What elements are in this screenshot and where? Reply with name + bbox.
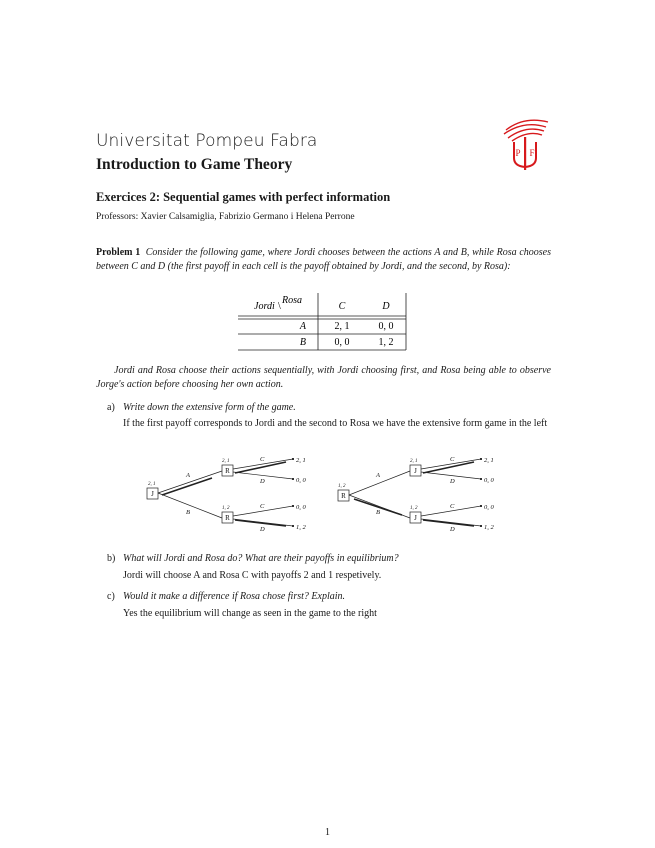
tree-right (338, 456, 495, 533)
item-c-label: c) (107, 591, 115, 602)
tree-left-payoff-3: 0, 0 (296, 504, 306, 511)
matrix-row-b: B (299, 337, 306, 348)
tree-left-upper-action-d: D (260, 478, 265, 485)
matrix-row-a: A (299, 321, 306, 332)
tree-left-lower-value: 1, 2 (222, 506, 230, 511)
matrix-cell-a-d: 0, 0 (378, 321, 394, 332)
tree-left-root: J (151, 490, 154, 498)
matrix-col-d: D (382, 301, 390, 312)
matrix-cell-a-c: 2, 1 (334, 321, 350, 332)
tree-left-lower-action-c: C (260, 503, 265, 510)
tree-left-lower-action-d: D (260, 526, 265, 533)
tree-left-upper-node: R (225, 467, 230, 475)
problem-label: Problem 1 (96, 247, 141, 258)
exercise-title: Exercices 2: Sequential games with perfect information (96, 190, 391, 204)
matrix-cell-b-c: 0, 0 (334, 337, 350, 348)
item-c-answer: Yes the equilibrium will change as seen in the game to the right (123, 608, 377, 619)
item-b-label: b) (107, 553, 116, 564)
tree-right-lower-action-d: D (450, 526, 455, 533)
tree-right-upper-value: 2, 1 (410, 459, 418, 464)
tree-left-upper-action-c: C (260, 456, 265, 463)
tree-right-lower-value: 1, 2 (410, 506, 418, 511)
item-a-question: Write down the extensive form of the game. (123, 402, 296, 413)
tree-right-lower-node: J (414, 514, 417, 522)
item-b-question: What will Jordi and Rosa do? What are their payoffs in equilibrium? (123, 553, 399, 564)
logo-letter-p: P (515, 148, 521, 158)
tree-left-upper-value: 2, 1 (222, 459, 230, 464)
tree-right-upper-node: J (414, 467, 417, 475)
problem-text: Consider the following game, where Jordi chooses between the actions A and B, while Rosa chooses between C and D (the first payoff in each cell is the payoff obtained by Jordi, and the second, by Rosa): (96, 247, 552, 272)
course-title: Introduction to Game Theory (96, 156, 293, 173)
tree-right-action-b: B (376, 509, 380, 516)
university-name: Universitat Pompeu Fabra (96, 131, 318, 151)
tree-left-payoff-4: 1, 2 (296, 524, 306, 531)
matrix-corner-row: Jordi (254, 301, 275, 312)
tree-right-lower-action-c: C (450, 503, 455, 510)
item-b-answer: Jordi will choose A and Rosa C with payoffs 2 and 1 respetively. (123, 570, 382, 581)
tree-right-payoff-4: 1, 2 (484, 524, 494, 531)
page-number: 1 (325, 827, 330, 838)
tree-left-payoff-1: 2, 1 (296, 457, 306, 464)
item-a-label: a) (107, 402, 115, 413)
matrix-backslash: \ (278, 301, 281, 312)
matrix-col-c: C (338, 301, 346, 312)
professors: Professors: Xavier Calsamiglia, Fabrizio Germano i Helena Perrone (96, 212, 355, 222)
logo-letter-f: F (529, 148, 535, 158)
tree-right-root: R (341, 492, 346, 500)
tree-right-root-value: 1, 2 (338, 484, 346, 489)
sequential-paragraph: Jordi and Rosa choose their actions sequentially, with Jordi choosing first, and Rosa being able to observe Jorge's action before choosing her own action. (96, 365, 551, 390)
tree-left-action-a: A (186, 472, 190, 479)
tree-left-action-b: B (186, 509, 190, 516)
matrix-cell-b-d: 1, 2 (378, 337, 394, 348)
item-a-answer: If the first payoff corresponds to Jordi and the second to Rosa we have the extensive form game in the left (123, 418, 548, 429)
problem-statement (96, 246, 551, 274)
matrix-corner-col: Rosa (282, 295, 302, 306)
game-trees (140, 450, 560, 538)
tree-left-lower-node: R (225, 514, 230, 522)
tree-right-payoff-2: 0, 0 (484, 477, 494, 484)
tree-left-payoff-2: 0, 0 (296, 477, 306, 484)
tree-right-payoff-1: 2, 1 (484, 457, 494, 464)
payoff-matrix (236, 292, 412, 352)
tree-right-payoff-3: 0, 0 (484, 504, 494, 511)
item-c-question: Would it make a difference if Rosa chose first? Explain. (123, 591, 346, 602)
tree-right-upper-action-c: C (450, 456, 455, 463)
upf-logo (500, 114, 552, 174)
tree-left (147, 456, 307, 533)
tree-left-root-value: 2, 1 (148, 482, 156, 487)
tree-right-action-a: A (376, 472, 380, 479)
tree-right-upper-action-d: D (450, 478, 455, 485)
